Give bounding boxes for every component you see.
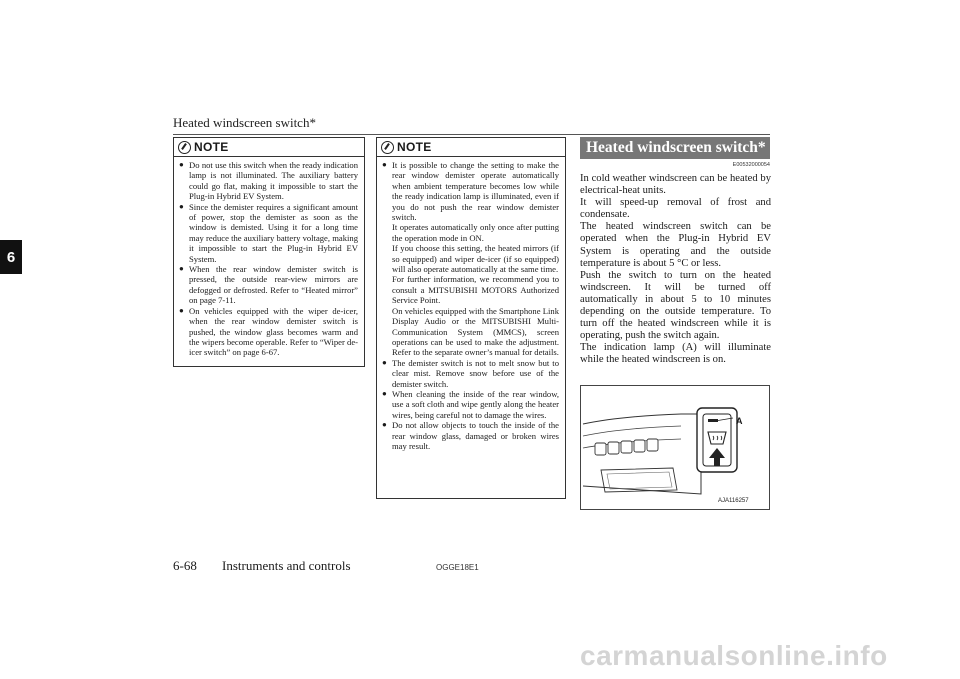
running-head: Heated windscreen switch* [173,115,316,130]
body-paragraph: Push the switch to turn on the heated windscreen. It will be turned off automatically in about 5 to 10 minutes depending on the outside temperature. To turn off the heated windscreen while it is operating, push the switch again. [580,269,771,342]
body-paragraph: It will speed-up removal of frost and condensate. [580,197,771,221]
bullet-icon: ● [382,388,387,398]
note-header [377,138,565,157]
footer-section: Instruments and controls [222,558,351,573]
page-number: 6-68 [173,558,197,573]
note-pencil-icon [178,141,191,154]
bullet-icon: ● [179,160,184,169]
callout-a: A [736,416,743,426]
chapter-tab: 6 [0,240,22,274]
note-item: ● When cleaning the inside of the rear window, use a soft cloth and wipe gently along the heater wires, being careful not to damage the wires. [382,388,559,420]
section-body [580,173,771,367]
bullet-icon: ● [179,264,184,274]
note-box-left [173,137,365,367]
watermark: carmanualsonline.info [580,640,888,671]
note-item: ● On vehicles equipped with the wiper de-icer, when the rear window demister switch is pushed, the window glass becomes warm and the wipers become operable. Refer to “Wiper de-icer switch” on page 6-67. [179,305,358,358]
note-item: ● Since the demister requires a significant amount of power, stop the demister as soon as the window is demisted. Using it for a long time may reduce the auxiliary battery voltage, making it impossible to start the Plug-in Hybrid EV System. [179,201,358,264]
note-paragraph: It operates automatically only once after putting the operation mode in ON. [392,222,559,243]
bullet-icon: ● [179,305,184,315]
note-item: ● When the rear window demister switch is pressed, the outside rear-view mirrors are defogged or defrosted. Refer to “Heated mirror” on page 7-11. [179,264,358,306]
note-box-middle [376,137,566,499]
body-paragraph: The heated windscreen switch can be operated when the Plug-in Hybrid EV System is operating and the outside temperature is about 5 °C or less. [580,221,771,269]
body-paragraph: In cold weather windscreen can be heated by electrical-heat units. [580,173,771,197]
note-title: NOTE [194,140,229,154]
note-item: ● The demister switch is not to melt snow but to clear mist. Remove snow before use of the demister switch. [382,357,559,389]
header-rule [173,134,770,135]
bullet-icon: ● [382,420,387,430]
section-code: E00532000054 [732,162,770,168]
note-paragraph: For further information, we recommend you to consult a MITSUBISHI MOTORS Authorized Service Point. [392,274,559,306]
bullet-icon: ● [382,160,387,169]
note-item: ● It is possible to change the setting to make the rear window demister operate automatically when ambient temperature becomes low while the ready indication lamp is illuminated, even if you do not push the rear window demister switch. [382,160,559,223]
note-title: NOTE [397,140,432,154]
bullet-icon: ● [179,201,184,211]
section-title: Heated windscreen switch* [580,137,770,159]
note-header [174,138,364,157]
switch-illustration [580,385,770,510]
bullet-icon: ● [382,357,387,367]
note-item: ● Do not allow objects to touch the inside of the rear window glass, damaged or broken wires may result. [382,420,559,451]
figure-code: AJA116257 [718,498,749,504]
note-paragraph: If you choose this setting, the heated mirrors (if so equipped) and wiper de-icer (if so equipped) will also operate automatically at the same time. [392,243,559,275]
note-pencil-icon [381,141,394,154]
body-paragraph: The indication lamp (A) will illuminate while the heated windscreen is on. [580,342,771,366]
note-item: ● Do not use this switch when the ready indication lamp is not illuminated. The auxiliary battery could go flat, making it impossible to start the Plug-in Hybrid EV System. [179,160,358,202]
footer-code: OGGE18E1 [436,563,479,572]
switch-drawing [581,386,769,509]
note-paragraph: On vehicles equipped with the Smartphone Link Display Audio or the MITSUBISHI Multi-Communication System (MMCS), screen operations can be used to make the adjustment. Refer to the separate owner’s manual for details. [392,305,559,358]
